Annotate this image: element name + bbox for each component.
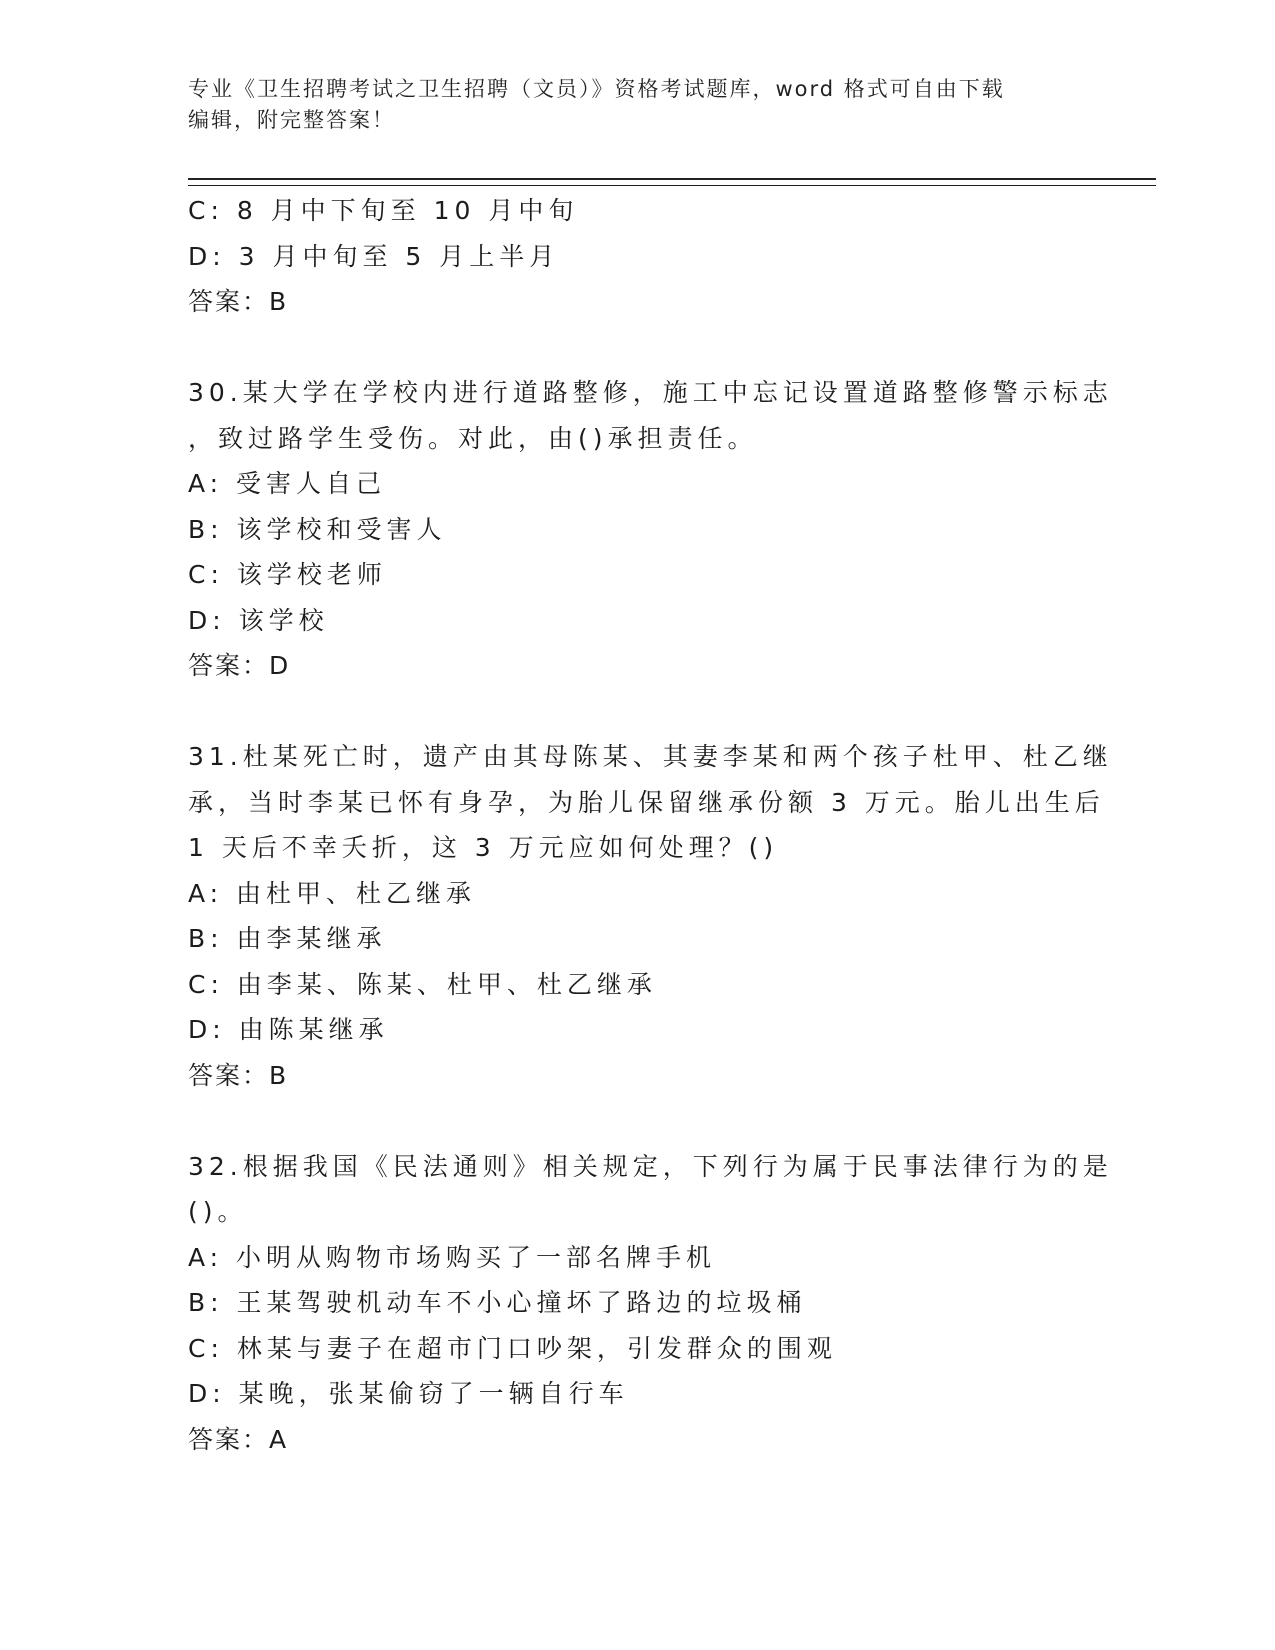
question-30 xyxy=(188,370,1113,689)
option-c: C: 8 月中下旬至 10 月中旬 xyxy=(188,196,579,225)
question-stem-line: 承，当时李某已怀有身孕，为胎儿保留继承份额 3 万元。胎儿出生后 xyxy=(188,787,1105,817)
document-header xyxy=(188,74,1088,136)
question-stem-line: 1 天后不幸夭折，这 3 万元应如何处理？() xyxy=(188,833,779,862)
option-d: D: 某晚，张某偷窃了一辆自行车 xyxy=(188,1379,629,1408)
option-c: C: 由李某、陈某、杜甲、杜乙继承 xyxy=(188,969,657,999)
option-d: D: 该学校 xyxy=(188,605,329,635)
question-list xyxy=(188,188,1113,1462)
question-29-tail xyxy=(188,188,1088,325)
question-stem-line: ()。 xyxy=(188,1197,248,1226)
header-line-1: 专业《卫生招聘考试之卫生招聘（文员）》资格考试题库，word 格式可自由下载 xyxy=(188,77,1005,101)
header-divider xyxy=(188,178,1156,186)
spacer xyxy=(188,325,1088,371)
question-stem-line: ，致过路学生受伤。对此，由()承担责任。 xyxy=(188,423,758,453)
option-c: C: 该学校老师 xyxy=(188,560,387,589)
answer-line: 答案：B xyxy=(188,287,289,316)
answer-line: 答案：A xyxy=(188,1424,289,1454)
header-line-2: 编辑，附完整答案！ xyxy=(188,108,395,132)
spacer xyxy=(188,1098,1088,1144)
option-d: D: 3 月中旬至 5 月上半月 xyxy=(188,241,560,271)
answer-line: 答案：D xyxy=(188,651,291,680)
option-b: B: 王某驾驶机动车不小心撞坏了路边的垃圾桶 xyxy=(188,1288,807,1317)
question-stem-line: 30.某大学在学校内进行道路整修，施工中忘记设置道路整修警示标志 xyxy=(188,378,1113,407)
option-b: B: 由李某继承 xyxy=(188,924,387,953)
option-c: C: 林某与妻子在超市门口吵架，引发群众的围观 xyxy=(188,1333,837,1363)
option-d: D: 由陈某继承 xyxy=(188,1015,389,1044)
question-stem-line: 31.杜某死亡时，遗产由其母陈某、其妻李某和两个孩子杜甲、杜乙继 xyxy=(188,742,1113,771)
spacer xyxy=(188,689,1088,735)
question-stem-line: 32.根据我国《民法通则》相关规定，下列行为属于民事法律行为的是 xyxy=(188,1151,1113,1181)
option-a: A: 由杜甲、杜乙继承 xyxy=(188,878,477,908)
option-b: B: 该学校和受害人 xyxy=(188,514,447,544)
question-32 xyxy=(188,1144,1113,1463)
option-a: A: 受害人自己 xyxy=(188,469,387,498)
option-a: A: 小明从购物市场购买了一部名牌手机 xyxy=(188,1242,717,1272)
answer-line: 答案：B xyxy=(188,1060,289,1090)
question-31 xyxy=(188,734,1113,1098)
